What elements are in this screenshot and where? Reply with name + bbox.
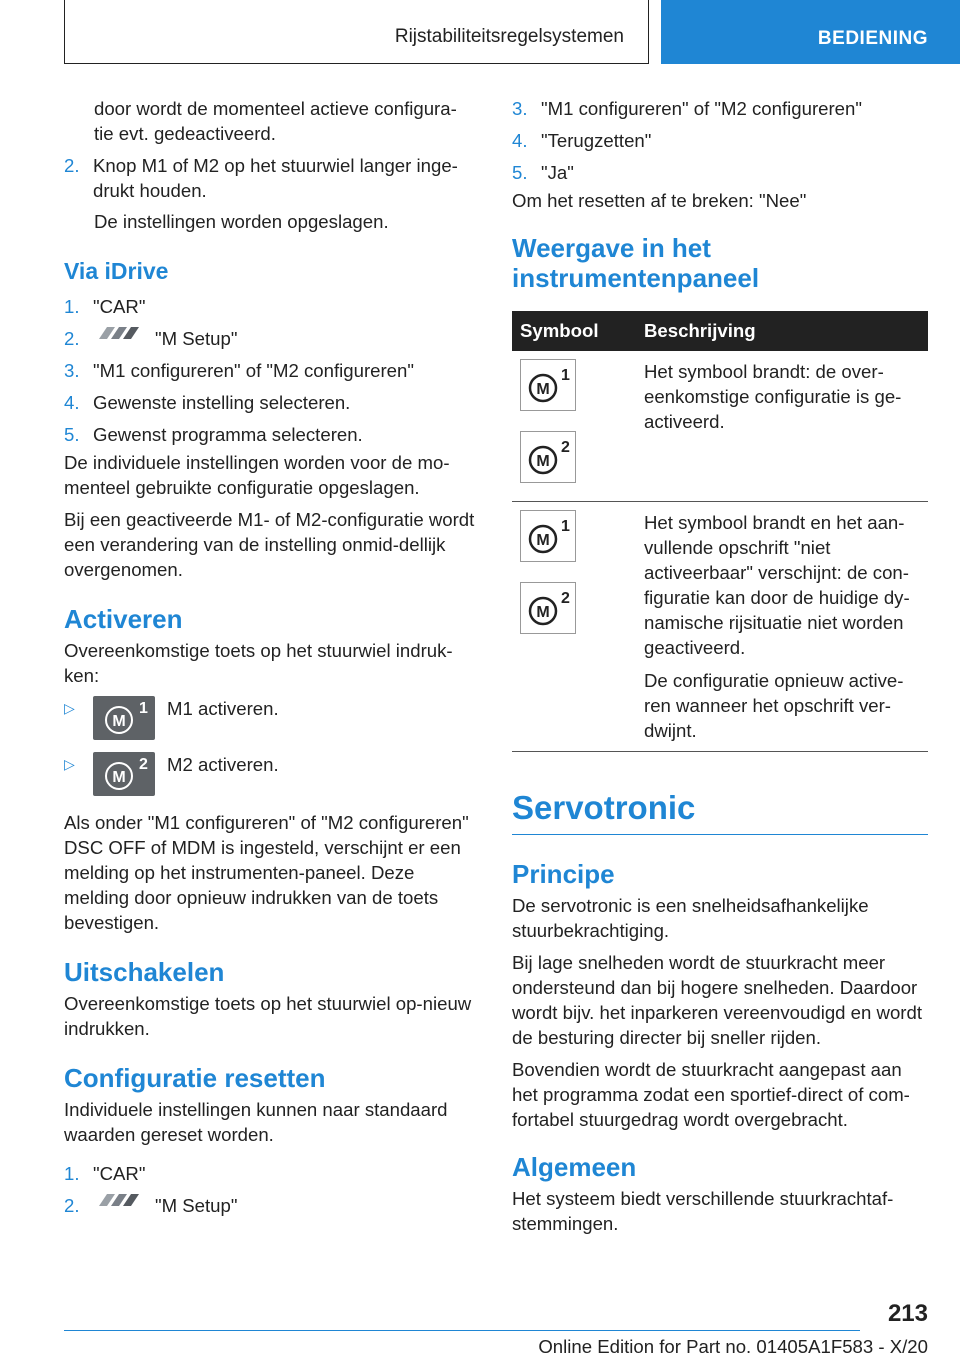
step-text: "M Setup" <box>155 328 238 349</box>
table-row <box>512 351 928 502</box>
table-header-symbol: Symbool <box>512 311 636 351</box>
svg-text:M: M <box>536 532 550 549</box>
header-section-title: Rijstabiliteitsregelsystemen <box>394 26 624 47</box>
paragraph: Als onder "M1 configureren" of "M2 configureren" DSC OFF of MDM is ingesteld, verschijnt er een melding op het instrumenten-paneel. Deze melding door opnieuw indrukken van de toets bevestigen. <box>64 812 469 933</box>
step-number: 1. <box>64 296 80 317</box>
svg-text:2: 2 <box>561 590 570 607</box>
description-text: Het symbool brandt: de over-eenkomstige configuratie is ge-activeerd. <box>644 361 902 432</box>
description-text: Het symbool brandt en het aan-vullende opschrift "niet activeerbaar" verschijnt: de con-figuratie kan door de huidige dy-namische rijsituatie niet worden geactiveerd. <box>644 512 910 658</box>
list-item <box>64 358 476 383</box>
step-subtext: De instellingen worden opgeslagen. <box>94 211 389 232</box>
table-cell-description <box>636 351 928 502</box>
svg-text:1: 1 <box>561 367 570 384</box>
step-number: 2. <box>64 1195 80 1216</box>
heading-weergave-line2: instrumentenpaneel <box>512 263 760 293</box>
heading-configuratie-resetten: Configuratie resetten <box>64 1063 326 1093</box>
paragraph: De individuele instellingen worden voor de mo-menteel gebruikte configuratie opgeslagen. <box>64 452 450 498</box>
table-cell-symbols <box>512 351 636 502</box>
paragraph: Bij lage snelheden wordt de stuurkracht meer ondersteund dan bij hogere snelheden. Daardoor wordt bijv. het inparkeren vereenvoudigd en wordt de besturing directer bij sneller rijden. <box>512 952 922 1048</box>
header-chapter-box <box>661 0 960 64</box>
heading-weergave-line1: Weergave in het <box>512 233 711 263</box>
step-number: 3. <box>64 360 80 381</box>
list-item <box>64 1161 476 1186</box>
svg-text:M: M <box>536 604 550 621</box>
section-divider <box>512 834 928 835</box>
m-stripes-icon <box>93 326 145 340</box>
step-number: 4. <box>512 130 528 151</box>
via-idrive-list <box>64 294 476 447</box>
m2-icon <box>520 582 576 634</box>
step-text: "M Setup" <box>155 1195 238 1216</box>
svg-text:M: M <box>112 713 126 730</box>
svg-text:1: 1 <box>139 700 148 717</box>
list-item <box>64 422 476 447</box>
footer-edition: Online Edition for Part no. 01405A1F583 - X/20 <box>538 1336 928 1357</box>
svg-text:2: 2 <box>139 756 148 773</box>
list-item <box>64 390 476 415</box>
step-text: "M1 configureren" of "M2 configureren" <box>93 360 414 381</box>
step-text: "CAR" <box>93 1163 146 1184</box>
heading-activeren: Activeren <box>64 604 183 634</box>
header-section-box <box>64 0 649 64</box>
description-text: De configuratie opnieuw active-ren wanneer het opschrift ver-dwijnt. <box>644 670 904 741</box>
step-text: Gewenst programma selecteren. <box>93 424 363 445</box>
step-number: 1. <box>64 1163 80 1184</box>
paragraph: Het systeem biedt verschillende stuurkrachtaf-stemmingen. <box>512 1188 894 1234</box>
m2-icon <box>93 752 155 796</box>
list-item <box>64 1193 476 1218</box>
heading-via-idrive: Via iDrive <box>64 258 169 284</box>
step-number: 3. <box>512 98 528 119</box>
m2-icon <box>520 431 576 483</box>
page-number: 213 <box>887 1300 928 1327</box>
m1-icon <box>93 696 155 740</box>
step-text: "Ja" <box>541 162 574 183</box>
right-column <box>512 96 928 1236</box>
table-cell-description <box>636 502 928 752</box>
list-item <box>64 696 476 740</box>
list-item <box>64 153 476 203</box>
svg-text:M: M <box>112 769 126 786</box>
table-header-description: Beschrijving <box>636 311 928 351</box>
triangle-right-icon: ▷ <box>64 700 75 716</box>
step-number: 2. <box>64 328 80 349</box>
bullet-text: M1 activeren. <box>167 698 279 719</box>
paragraph: Om het resetten af te breken: "Nee" <box>512 190 807 211</box>
list-item <box>64 326 476 351</box>
left-column <box>64 96 476 1225</box>
paragraph: Individuele instellingen kunnen naar standaard waarden gereset worden. <box>64 1099 448 1145</box>
step-text: "CAR" <box>93 296 146 317</box>
m-stripes-icon <box>93 1193 145 1207</box>
symbol-table <box>512 311 928 752</box>
heading-uitschakelen: Uitschakelen <box>64 957 225 987</box>
list-item <box>512 96 928 121</box>
step-number: 5. <box>64 424 80 445</box>
triangle-right-icon: ▷ <box>64 756 75 772</box>
paragraph: De servotronic is een snelheidsafhankelijke stuurbekrachtiging. <box>512 895 869 941</box>
footer-divider <box>64 1330 860 1331</box>
table-header-row <box>512 311 928 351</box>
heading-algemeen: Algemeen <box>512 1152 637 1182</box>
paragraph: Overeenkomstige toets op het stuurwiel op-nieuw indrukken. <box>64 993 472 1039</box>
bullet-text: M2 activeren. <box>167 754 279 775</box>
paragraph: Bovendien wordt de stuurkracht aangepast aan het programma zodat een sportief-direct of com-fortabel stuurgedrag wordt overgebracht. <box>512 1059 910 1130</box>
step-number: 4. <box>64 392 80 413</box>
list-item <box>64 752 476 796</box>
paragraph: Bij een geactiveerde M1- of M2-configuratie wordt een verandering van de instelling onmid-dellijk overgenomen. <box>64 509 475 580</box>
paragraph: Overeenkomstige toets op het stuurwiel indruk-ken: <box>64 640 453 686</box>
table-cell-symbols <box>512 502 636 752</box>
header-chapter-title: BEDIENING <box>817 28 928 49</box>
step-continuation: door wordt de momenteel actieve configura-tie evt. gedeactiveerd. <box>94 98 457 144</box>
table-row <box>512 502 928 752</box>
step-text: Gewenste instelling selecteren. <box>93 392 351 413</box>
svg-text:2: 2 <box>561 439 570 456</box>
svg-text:M: M <box>536 381 550 398</box>
step-number: 2. <box>64 155 80 176</box>
list-item <box>64 294 476 319</box>
list-item <box>512 128 928 153</box>
heading-servotronic: Servotronic <box>512 789 696 826</box>
heading-principe: Principe <box>512 859 615 889</box>
m1-icon <box>520 359 576 411</box>
svg-text:M: M <box>536 453 550 470</box>
step-text: "Terugzetten" <box>541 130 652 151</box>
step-text: "M1 configureren" of "M2 configureren" <box>541 98 862 119</box>
step-number: 5. <box>512 162 528 183</box>
step-text: Knop M1 of M2 op het stuurwiel langer inge-drukt houden. <box>93 155 458 201</box>
list-item <box>512 160 928 185</box>
svg-text:1: 1 <box>561 518 570 535</box>
m1-icon <box>520 510 576 562</box>
